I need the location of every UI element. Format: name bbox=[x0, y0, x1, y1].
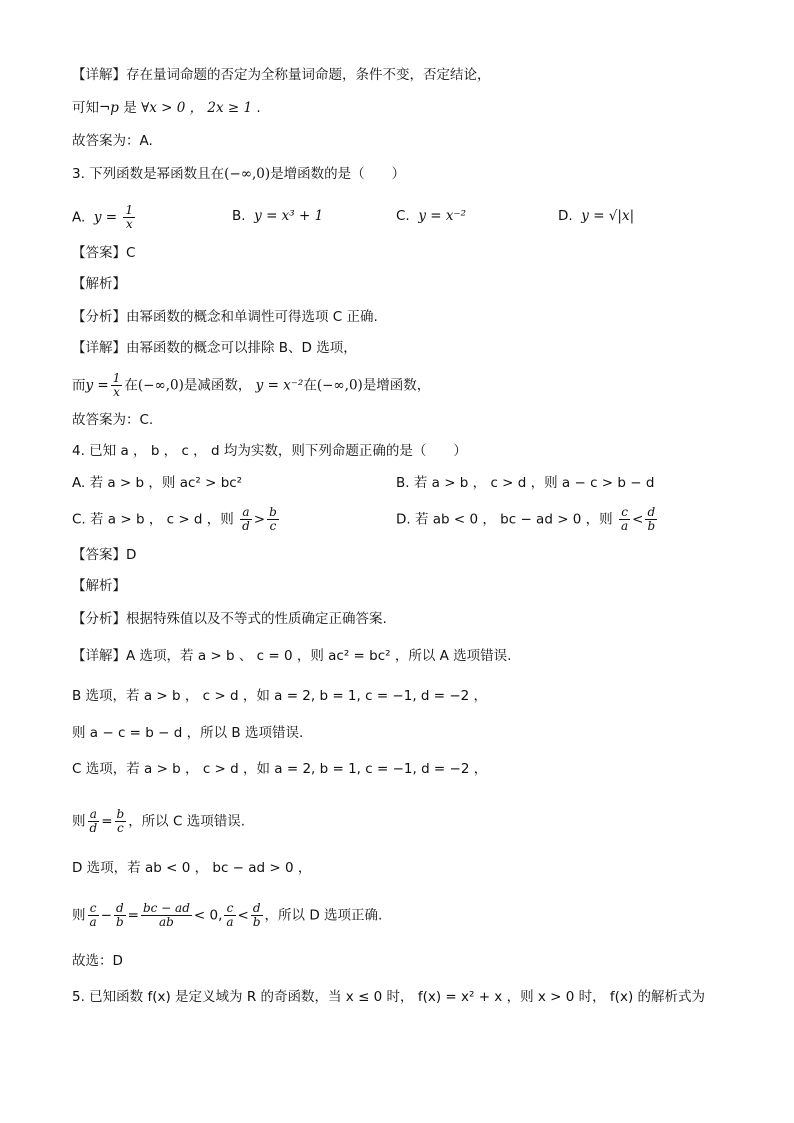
q3-answer-final: 故答案为：C. bbox=[72, 412, 154, 428]
q4-analysis-label: 【解析】 bbox=[72, 578, 126, 594]
q4-option-b: B. 若 a > b ， c > d ，则 a − c > b − d bbox=[396, 475, 655, 491]
detail-line-2: 可知¬p 是 ∀x > 0 ， 2x ≥ 1 . bbox=[72, 100, 261, 116]
q4-detail-b2: 则 a − c = b − d ，所以 B 选项错误. bbox=[72, 725, 304, 741]
q4-option-d: D. 若 ab < 0 ， bc − ad > 0 ，则 $\frac{c}{a}$ < $\frac{d}{b}$ bbox=[396, 505, 656, 533]
question-5-stem: 5. 已知函数 f(x) 是定义域为 R 的奇函数，当 x ≤ 0 时， f(x) = x² + x ，则 x > 0 时， f(x) 的解析式为 bbox=[72, 989, 705, 1005]
q4-detail-d2: 则 $\frac{c}{a}$ − $\frac{d}{b}$ = $\frac{bc - ad}{ab}$ < 0, $\frac{c}{a}$ < $\frac{d}{b}$ ，所以 D 选项正确. bbox=[72, 901, 383, 929]
q3-detail: 【详解】由幂函数的概念可以排除 B、D 选项， bbox=[72, 340, 357, 356]
q3-option-b: B. y = x³ + 1 bbox=[232, 208, 324, 224]
q4-detail-b: B 选项，若 a > b ， c > d ，如 a = 2, b = 1, c = −1, d = −2 ， bbox=[72, 688, 488, 704]
q3-option-a: A. y = $\frac{1}{x}$ bbox=[72, 203, 134, 231]
question-3-stem: 3. 下列函数是幂函数且在(−∞,0)是增函数的是（ ） bbox=[72, 166, 406, 182]
q4-detail-a: 【详解】A 选项，若 a > b 、 c = 0 ，则 ac² = bc² ，所以 A 选项错误. bbox=[72, 648, 512, 664]
answer-line: 故答案为：A. bbox=[72, 133, 153, 149]
detail-line-1: 【详解】存在量词命题的否定为全称量词命题，条件不变，否定结论， bbox=[72, 67, 491, 83]
q4-option-a: A. 若 a > b ，则 ac² > bc² bbox=[72, 475, 243, 491]
q4-option-c: C. 若 a > b ， c > d ，则 $\frac{a}{d}$ > $\frac{b}{c}$ bbox=[72, 505, 277, 533]
q4-detail-c: C 选项，若 a > b ， c > d ，如 a = 2, b = 1, c = −1, d = −2 ， bbox=[72, 761, 488, 777]
q3-option-d: D. y = √|x| bbox=[558, 208, 635, 224]
q3-analysis: 【分析】由幂函数的概念和单调性可得选项 C 正确. bbox=[72, 309, 378, 325]
q4-detail-d: D 选项，若 ab < 0 ， bc − ad > 0 ， bbox=[72, 860, 312, 876]
q4-analysis: 【分析】根据特殊值以及不等式的性质确定正确答案. bbox=[72, 611, 387, 627]
q3-answer: 【答案】C bbox=[72, 245, 136, 261]
q3-option-c: C. y = x⁻² bbox=[396, 208, 466, 224]
question-4-stem: 4. 已知 a ， b ， c ， d 均为实数，则下列命题正确的是（ ） bbox=[72, 443, 467, 459]
q4-answer-final: 故选：D bbox=[72, 953, 123, 969]
q4-answer: 【答案】D bbox=[72, 547, 137, 563]
q3-analysis-label: 【解析】 bbox=[72, 276, 126, 292]
q4-detail-c2: 则 $\frac{a}{d}$ = $\frac{b}{c}$ ，所以 C 选项错误. bbox=[72, 807, 245, 835]
q3-detail-2: 而y = $\frac{1}{x}$ 在(−∞,0)是减函数， y = x⁻²在(−∞,0)是增函数， bbox=[72, 371, 431, 399]
